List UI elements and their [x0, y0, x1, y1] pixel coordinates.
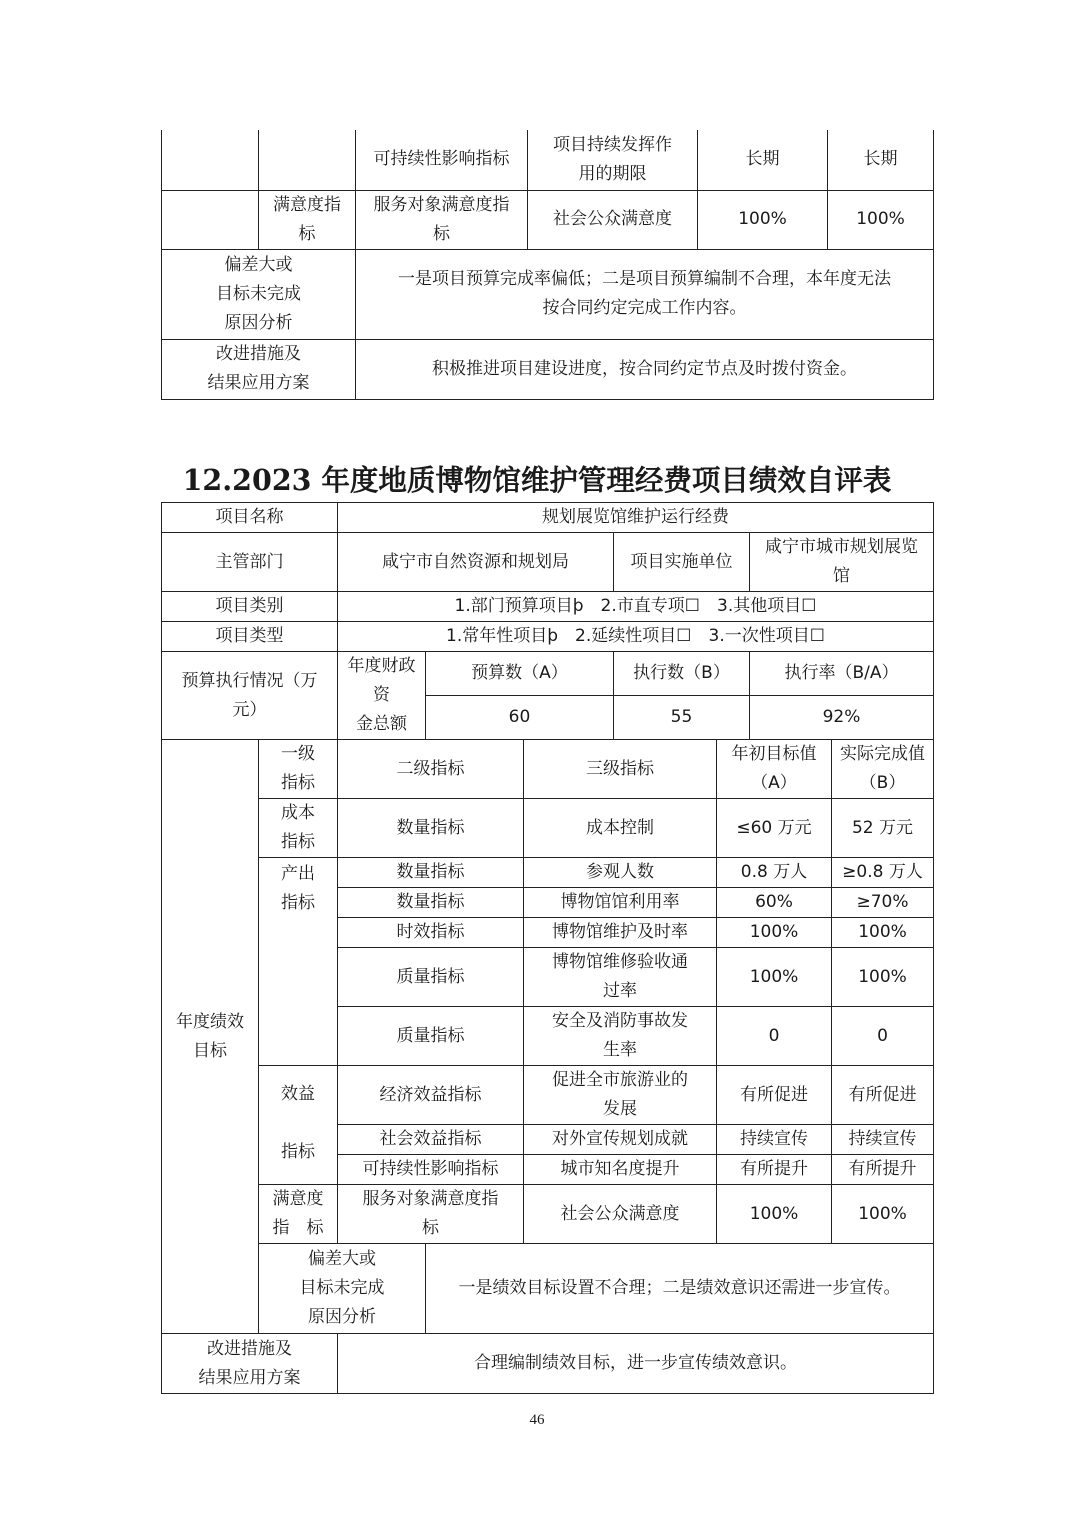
actual-value: 有所提升: [832, 1155, 934, 1185]
third-indicator: 对外宣传规划成就: [524, 1125, 717, 1155]
first-indicator-benefit: 效益 指标: [259, 1066, 338, 1185]
previous-table-continuation: [161, 130, 934, 400]
target-value: 100%: [717, 1185, 832, 1244]
second-indicator: 质量指标: [338, 948, 524, 1007]
satisfaction-second-indicator: 服务对象满意度指 标: [356, 190, 528, 249]
performance-evaluation-table: [161, 502, 934, 1394]
empty-cell: [162, 190, 259, 249]
satisfaction-target: 100%: [698, 190, 828, 249]
sustain-actual: 长期: [828, 130, 934, 190]
second-indicator: 可持续性影响指标: [338, 1155, 524, 1185]
actual-value: 0: [832, 1007, 934, 1066]
second-indicator: 数量指标: [338, 858, 524, 888]
sustain-third-indicator: 项目持续发挥作 用的期限: [528, 130, 698, 190]
satisfaction-first-indicator: 满意度指 标: [259, 190, 356, 249]
actual-value: 有所促进: [832, 1066, 934, 1125]
budget-a-value: 60: [426, 696, 614, 740]
deviation-label: 偏差大或 目标未完成 原因分析: [162, 249, 356, 339]
target-value: 0: [717, 1007, 832, 1066]
third-indicator: 博物馆馆利用率: [524, 888, 717, 918]
empty-cell: [162, 130, 259, 190]
dept-value: 咸宁市自然资源和规划局: [338, 533, 614, 592]
second-indicator: 数量指标: [338, 888, 524, 918]
improve-label: 改进措施及 结果应用方案: [162, 1334, 338, 1394]
project-name-label: 项目名称: [162, 503, 338, 533]
page-number: 46: [529, 1412, 545, 1428]
deviation-text: 一是绩效目标设置不合理；二是绩效意识还需进一步宣传。: [426, 1244, 934, 1334]
second-indicator: 数量指标: [338, 799, 524, 858]
impl-value: 咸宁市城市规划展览 馆: [750, 533, 934, 592]
improve-text: 合理编制绩效目标，进一步宣传绩效意识。: [338, 1334, 934, 1394]
exec-b-label: 执行数（B）: [614, 652, 750, 696]
category-label: 项目类别: [162, 592, 338, 622]
header-actual: 实际完成值 （B）: [832, 740, 934, 799]
third-indicator: 促进全市旅游业的 发展: [524, 1066, 717, 1125]
project-name: 规划展览馆维护运行经费: [338, 503, 934, 533]
third-indicator: 参观人数: [524, 858, 717, 888]
satisfaction-third-indicator: 社会公众满意度: [528, 190, 698, 249]
satisfaction-actual: 100%: [828, 190, 934, 249]
target-value: 100%: [717, 918, 832, 948]
deviation-label: 偏差大或 目标未完成 原因分析: [259, 1244, 426, 1334]
target-value: 持续宣传: [717, 1125, 832, 1155]
first-indicator-satisfaction: 满意度 指 标: [259, 1185, 338, 1244]
type-label: 项目类型: [162, 622, 338, 652]
rate-value: 92%: [750, 696, 934, 740]
category-options: 1.部门预算项目þ 2.市直专项☐ 3.其他项目☐: [338, 592, 934, 622]
type-options: 1.常年性项目þ 2.延续性项目☐ 3.一次性项目☐: [338, 622, 934, 652]
first-indicator-cost: 成本 指标: [259, 799, 338, 858]
dept-label: 主管部门: [162, 533, 338, 592]
empty-cell: [259, 130, 356, 190]
second-indicator: 时效指标: [338, 918, 524, 948]
actual-value: 100%: [832, 948, 934, 1007]
third-indicator: 安全及消防事故发 生率: [524, 1007, 717, 1066]
second-indicator: 社会效益指标: [338, 1125, 524, 1155]
table-title: 12.2023 年度地质博物馆维护管理经费项目绩效自评表: [182, 463, 892, 497]
budget-label: 预算执行情况（万 元）: [162, 652, 338, 740]
target-value: ≤60 万元: [717, 799, 832, 858]
header-target: 年初目标值 （A）: [717, 740, 832, 799]
actual-value: ≥0.8 万人: [832, 858, 934, 888]
header-first-indicator: 一级 指标: [259, 740, 338, 799]
rate-label: 执行率（B/A）: [750, 652, 934, 696]
target-value: 100%: [717, 948, 832, 1007]
deviation-text: 一是项目预算完成率偏低；二是项目预算编制不合理，本年度无法 按合同约定完成工作内容。: [356, 249, 934, 339]
target-value: 有所促进: [717, 1066, 832, 1125]
first-indicator-output: 产出 指标: [259, 858, 338, 1066]
fund-label: 年度财政资 金总额: [338, 652, 426, 740]
target-value: 0.8 万人: [717, 858, 832, 888]
sustain-target: 长期: [698, 130, 828, 190]
actual-value: 52 万元: [832, 799, 934, 858]
budget-a-label: 预算数（A）: [426, 652, 614, 696]
third-indicator: 城市知名度提升: [524, 1155, 717, 1185]
actual-value: 持续宣传: [832, 1125, 934, 1155]
header-third-indicator: 三级指标: [524, 740, 717, 799]
second-indicator: 经济效益指标: [338, 1066, 524, 1125]
target-value: 60%: [717, 888, 832, 918]
annual-goal-label: 年度绩效 目标: [162, 740, 259, 1334]
actual-value: 100%: [832, 1185, 934, 1244]
sustain-indicator: 可持续性影响指标: [356, 130, 528, 190]
third-indicator: 成本控制: [524, 799, 717, 858]
third-indicator: 博物馆维护及时率: [524, 918, 717, 948]
second-indicator: 质量指标: [338, 1007, 524, 1066]
exec-b-value: 55: [614, 696, 750, 740]
third-indicator: 社会公众满意度: [524, 1185, 717, 1244]
header-second-indicator: 二级指标: [338, 740, 524, 799]
actual-value: 100%: [832, 918, 934, 948]
third-indicator: 博物馆维修验收通 过率: [524, 948, 717, 1007]
actual-value: ≥70%: [832, 888, 934, 918]
impl-label: 项目实施单位: [614, 533, 750, 592]
improve-text: 积极推进项目建设进度，按合同约定节点及时拨付资金。: [356, 339, 934, 399]
improve-label: 改进措施及 结果应用方案: [162, 339, 356, 399]
second-indicator: 服务对象满意度指 标: [338, 1185, 524, 1244]
target-value: 有所提升: [717, 1155, 832, 1185]
